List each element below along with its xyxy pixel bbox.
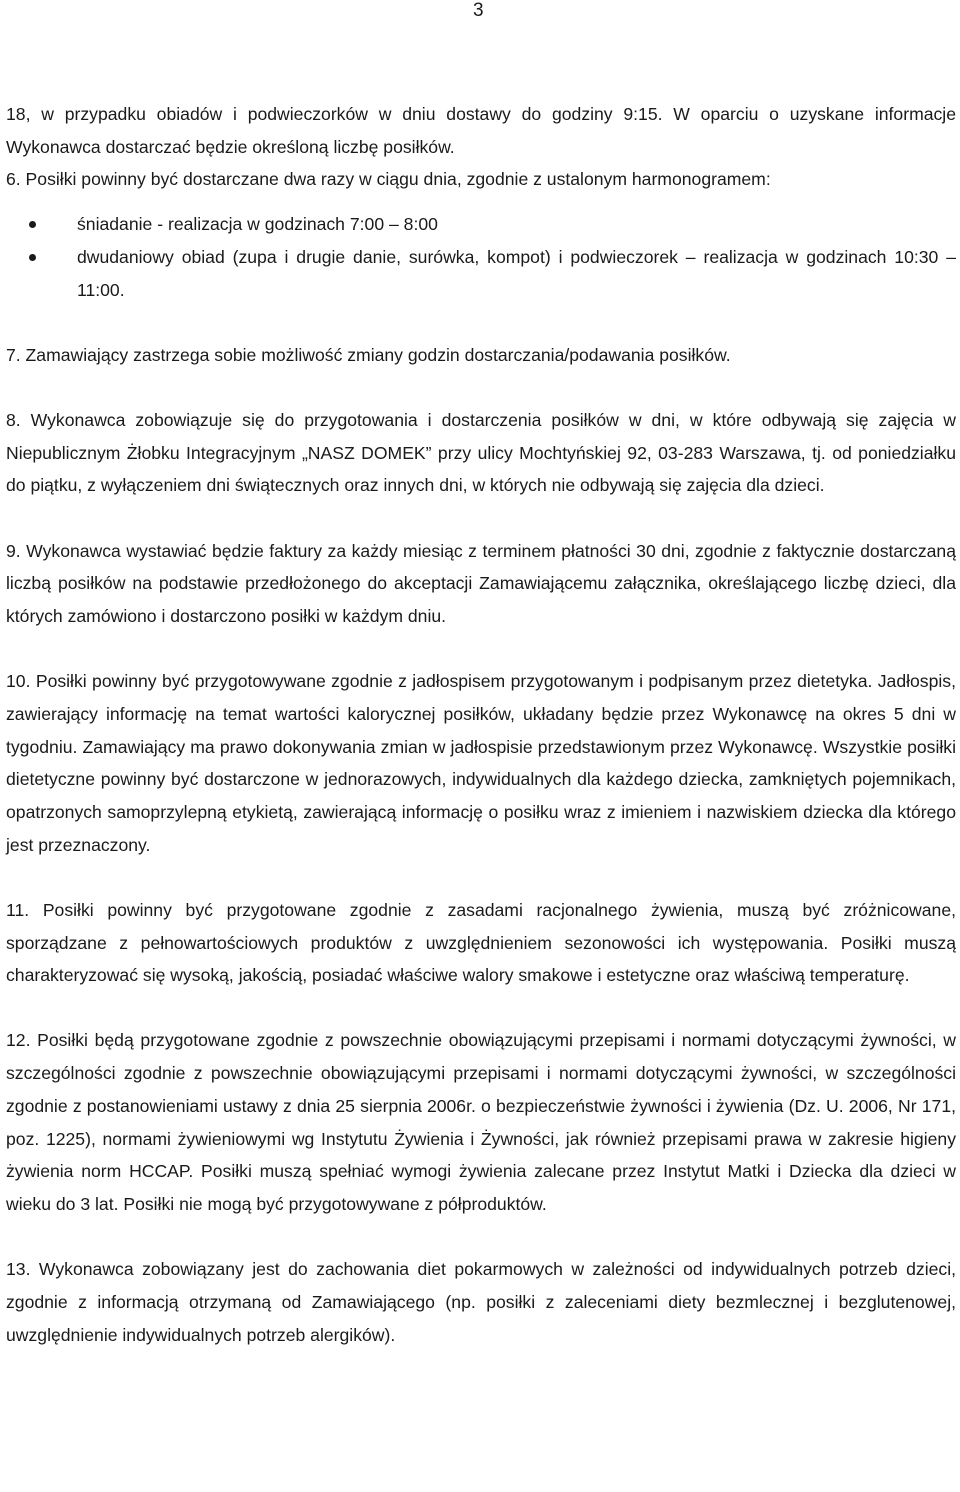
page-number: 3 <box>473 0 484 21</box>
spacer <box>6 306 956 339</box>
paragraph-11: 11. Posiłki powinny być przygotowane zgodnie z zasadami racjonalnego żywienia, muszą być zróżnicowane, sporządzane z pełnowartościowych produktów z uwzględnieniem sezonowości ich występowania. Posiłki muszą charakteryzować się wysoką, jakością, posiadać właściwe walory smakowe i estetyczne oraz właściwą temperaturę. <box>6 899 956 986</box>
paragraph-7: 7. Zamawiający zastrzega sobie możliwość zmiany godzin dostarczania/podawania posiłków. <box>6 344 731 365</box>
list-item-text: dwudaniowy obiad (zupa i drugie danie, surówka, kompot) i podwieczorek – realizacja w godzinach 10:30 – 11:00. <box>77 246 956 300</box>
paragraph-12: 12. Posiłki będą przygotowane zgodnie z powszechnie obowiązującymi przepisami i normami dotyczącymi żywności, w szczególności zgodnie z powszechnie obowiązującymi przepisami i normami dotyczącymi żywności, w szczególności zgodnie z postanowieniami ustawy z dnia 25 sierpnia 2006r. o bezpieczeństwie żywności i żywienia (Dz. U. 2006, Nr 171, poz. 1225), normami żywieniowymi wg Instytutu Żywienia i Żywności, jak również przepisami prawa w zakresie higieny żywienia norm HCCAP. Posiłki muszą spełniać wymogi żywienia zalecane przez Instytut Matki i Dziecka dla dzieci w wieku do 3 lat. Posiłki nie mogą być przygotowywane z półproduktów. <box>6 1030 956 1214</box>
paragraph-10: 10. Posiłki powinny być przygotowywane zgodnie z jadłospisem przygotowanym i podpisanym przez dietetyka. Jadłospis, zawierający informację na temat wartości kalorycznej posiłków, układany będzie przez Wykonawcę na okres 5 dni w tygodniu. Zamawiający ma prawo dokonywania zmian w jadłospisie przedstawionym przez Wykonawcę. Wszystkie posiłki dietetyczne powinny być dostarczone w jednorazowych, indywidualnych dla każdego dziecka, zamkniętych pojemnikach, opatrzonych samoprzylepną etykietą, zawierającą informację o posiłku wraz z imieniem i nazwiskiem dziecka dla którego jest przeznaczony. <box>6 671 956 855</box>
paragraph-6: 6. Posiłki powinny być dostarczane dwa razy w ciągu dnia, zgodnie z ustalonym harmonogramem: <box>6 169 771 190</box>
list-item <box>77 241 956 306</box>
paragraph-intro: 18, w przypadku obiadów i podwieczorków w dniu dostawy do godziny 9:15. W oparciu o uzyskane informacje Wykonawca dostarczać będzie określoną liczbę posiłków. <box>6 104 956 157</box>
spacer <box>6 1221 956 1254</box>
paragraph-9: 9. Wykonawca wystawiać będzie faktury za każdy miesiąc z terminem płatności 30 dni, zgodnie z faktycznie dostarczaną liczbą posiłków na podstawie przedłożonego do akceptacji Zamawiającemu załącznika, określającego liczbę dzieci, dla których zamówiono i dostarczono posiłki w każdym dniu. <box>6 540 956 626</box>
list-item <box>77 208 956 241</box>
schedule-list <box>6 208 956 306</box>
paragraph-8: 8. Wykonawca zobowiązuje się do przygotowania i dostarczenia posiłków w dni, w które odbywają się zajęcia w Niepublicznym Żłobku Integracyjnym „NASZ DOMEK” przy ulicy Mochtyńskiej 92, 03-283 Warszawa, tj. od poniedziałku do piątku, z wyłączeniem dni świątecznych oraz innych dni, w których nie odbywają się zajęcia dla dzieci. <box>6 409 956 496</box>
spacer <box>6 633 956 666</box>
bullet-icon <box>29 221 36 228</box>
paragraph-13: 13. Wykonawca zobowiązany jest do zachowania diet pokarmowych w zależności od indywidualnych potrzeb dzieci, zgodnie z informacją otrzymaną od Zamawiającego (np. posiłki z zaleceniami diety bezmlecznej i bezglutenowej, uwzględnienie indywidualnych potrzeb alergików). <box>6 1259 956 1345</box>
bullet-icon <box>29 254 36 261</box>
spacer <box>6 502 956 535</box>
document-body <box>6 98 956 1351</box>
spacer <box>6 861 956 894</box>
list-item-text: śniadanie - realizacja w godzinach 7:00 – 8:00 <box>77 214 438 235</box>
spacer <box>6 371 956 404</box>
spacer <box>6 992 956 1025</box>
